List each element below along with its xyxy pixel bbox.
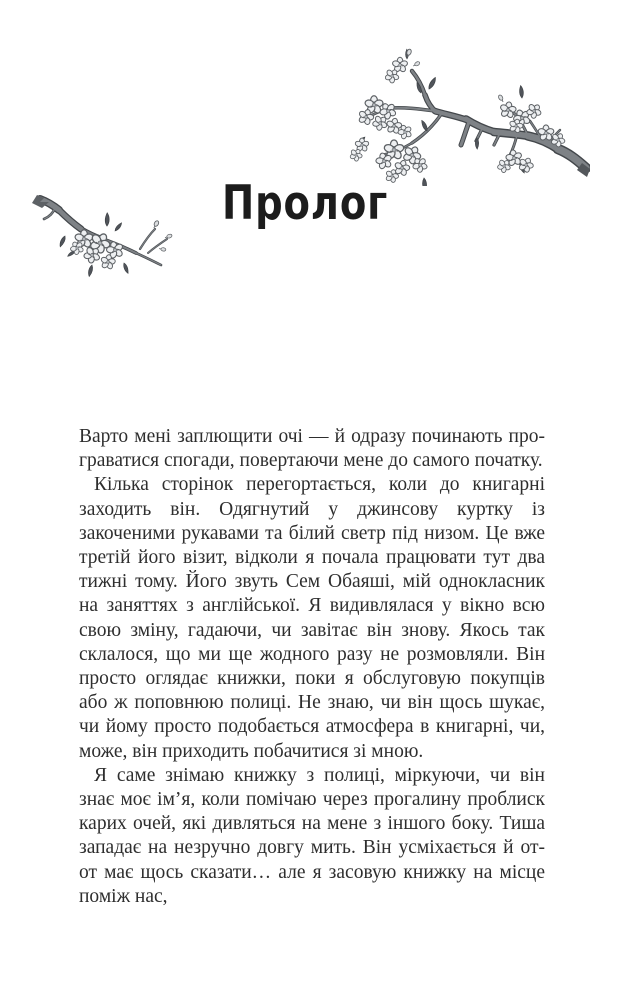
paragraph: Кілька сторінок перегортається, коли до книгарні заходить він. Одягнутий у джинсову куртку із закоченими рукавами та білий светр під низом. Це вже третій його візит, відколи я почала працювати тут два тижні тому. Його звуть Сем Обаяші, мій однокласник на заняттях з англійської. Я видивлялася у вікно всю свою зміну, гадаючи, чи завітає він знову. Якось так склалося, що ми ще жодного разу не розмовляли. Він просто оглядає книжки, поки я обслуговую покупців або ж поповнюю полиці. Не знаю, чи він щось шукає, чи йому просто подобається атмосфера в книгарні, чи, може, він приходить побачитися зі мною.: [79, 474, 545, 762]
branch: [32, 195, 167, 265]
cherry-blossom-branch-illustration-top-right: [332, 38, 590, 186]
chapter-title: Пролог: [222, 176, 389, 231]
paragraph: Я саме знімаю книжку з полиці, міркуючи, чи він знає моє ім’я, коли помічаю через прогалину проблиск карих очей, які дивляться на мене з іншого боку. Тиша западає на незручно довгу мить. Він усміхається й от-от має щось сказати… але я засовую книжку на місце поміж нас,: [79, 764, 545, 907]
paragraph: Варто мені заплющити очі — й одразу починають програватися спогади, повертаючи мене до самого початку.: [79, 426, 545, 472]
body-text: [79, 425, 545, 909]
cherry-blossom-branch-illustration-left: [28, 193, 178, 293]
